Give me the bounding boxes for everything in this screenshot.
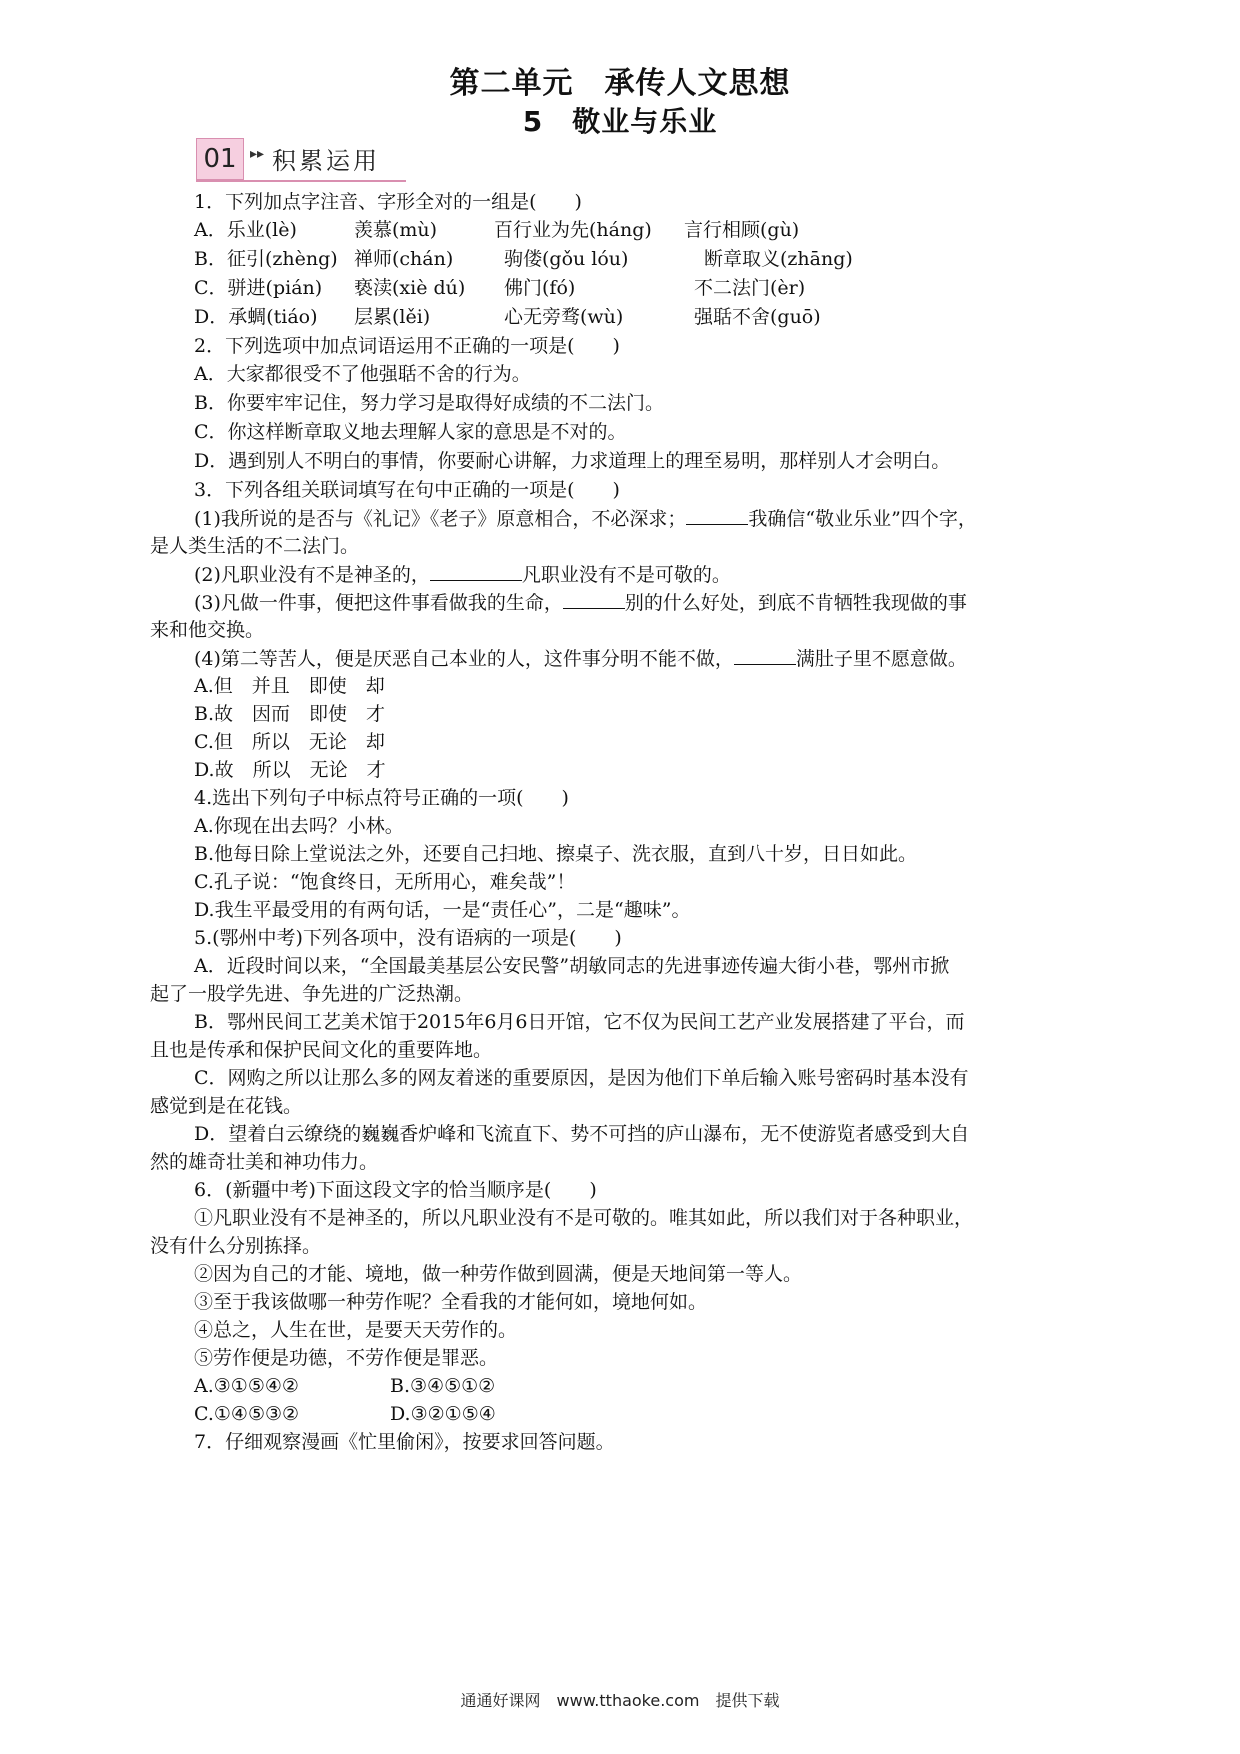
q6-option-c: C.①④⑤③② xyxy=(194,1403,300,1425)
q1-option: 强聒不舍(guō) xyxy=(694,306,821,328)
q1-option: 驹偻(gǒu lóu) xyxy=(504,248,629,270)
q2-option-a: A．大家都很受不了他强聒不舍的行为。 xyxy=(194,363,531,385)
q1-option: 断章取义(zhāng) xyxy=(704,248,853,270)
q1-option: 言行相顾(gù) xyxy=(684,219,800,241)
q4-option-a: A.你现在出去吗？小林。 xyxy=(194,815,404,837)
q3-text: (4)第二等苦人，便是厌恶自己本业的人，这件事分明不能不做， xyxy=(194,648,734,670)
q2-option-c: C．你这样断章取义地去理解人家的意思是不对的。 xyxy=(194,421,627,443)
q3-option-a: A.但 并且 即使 却 xyxy=(194,675,385,697)
section-number: 01 xyxy=(196,138,244,180)
fill-blank xyxy=(563,588,625,609)
fill-blank xyxy=(686,504,748,525)
footer-credit: 通通好课网 www.tthaoke.com 提供下载 xyxy=(460,1691,780,1710)
q3-sentence-4 xyxy=(150,644,1094,672)
q3-text: 别的什么好处，到底不肯牺牲我现做的事 xyxy=(624,592,967,614)
q5-line: D．望着白云缭绕的巍巍香炉峰和飞流直下、势不可挡的庐山瀑布，无不使游览者感受到大自 xyxy=(194,1123,970,1145)
q5-line: C．网购之所以让那么多的网友着迷的重要原因，是因为他们下单后输入账号密码时基本没有 xyxy=(194,1067,969,1089)
q4-option-b: B.他每日除上堂说法之外，还要自己扫地、擦桌子、洗衣服，直到八十岁，日日如此。 xyxy=(194,843,918,865)
q3-sentence-1 xyxy=(150,504,1094,532)
q3-text: 凡职业没有不是可敬的。 xyxy=(521,564,731,586)
section-header xyxy=(196,138,406,180)
q3-text: (3)凡做一件事，便把这件事看做我的生命， xyxy=(194,592,563,614)
q1-option: 心无旁骛(wù) xyxy=(504,306,624,328)
q5-stem: 5.(鄂州中考)下列各项中，没有语病的一项是( ) xyxy=(194,927,622,949)
q1-option: 层累(lěi) xyxy=(354,306,431,328)
q5-line: A．近段时间以来，“全国最美基层公安民警”胡敏同志的先进事迹传遍大街小巷，鄂州市掀 xyxy=(194,955,950,977)
q3-option-d: D.故 所以 无论 才 xyxy=(194,759,386,781)
q1-option: C．骈进(pián) xyxy=(194,277,323,299)
q1-option: 佛门(fó) xyxy=(504,277,576,299)
question-list xyxy=(150,188,1094,1456)
q2-option-b: B．你要牢牢记住，努力学习是取得好成绩的不二法门。 xyxy=(194,392,664,414)
q3-sentence-3-cont: 来和他交换。 xyxy=(150,619,265,641)
q3-option-c: C.但 所以 无论 却 xyxy=(194,731,385,753)
q1-row-d xyxy=(150,303,1094,332)
q6-line: 没有什么分别拣择。 xyxy=(150,1235,322,1257)
q4-option-d: D.我生平最受用的有两句话，一是“责任心”，二是“趣味”。 xyxy=(194,899,691,921)
q5-line: 起了一股学先进、争先进的广泛热潮。 xyxy=(150,983,474,1005)
q4-stem: 4.选出下列句子中标点符号正确的一项( ) xyxy=(194,787,569,809)
lesson-title: 5 敬业与乐业 xyxy=(522,105,718,138)
q3-stem: 3．下列各组关联词填写在句中正确的一项是( ) xyxy=(194,479,620,501)
fill-blank xyxy=(734,644,796,665)
q6-line: ①凡职业没有不是神圣的，所以凡职业没有不是可敬的。唯其如此，所以我们对于各种职业， xyxy=(194,1207,974,1229)
q5-line: B．鄂州民间工艺美术馆于2015年6月6日开馆，它不仅为民间工艺产业发展搭建了平台，而 xyxy=(194,1011,965,1033)
q1-option: 禅师(chán) xyxy=(354,248,454,270)
q5-line: 感觉到是在花钱。 xyxy=(150,1095,303,1117)
q1-option: B．征引(zhèng) xyxy=(194,248,338,270)
q1-row-c xyxy=(150,274,1094,303)
q6-stem: 6．(新疆中考)下面这段文字的恰当顺序是( ) xyxy=(194,1179,597,1201)
q6-option-d: D.③②①⑤④ xyxy=(390,1403,496,1425)
q5-line: 然的雄奇壮美和神功伟力。 xyxy=(150,1151,379,1173)
q3-sentence-1-cont: 是人类生活的不二法门。 xyxy=(150,535,360,557)
q1-option: 百行业为先(háng) xyxy=(494,219,652,241)
section-underline xyxy=(196,180,406,182)
q1-option: 亵渎(xiè dú) xyxy=(354,277,466,299)
q3-text: 满肚子里不愿意做。 xyxy=(795,648,967,670)
q6-line: ②因为自己的才能、境地，做一种劳作做到圆满，便是天地间第一等人。 xyxy=(194,1263,803,1285)
q6-line: ⑤劳作便是功德，不劳作便是罪恶。 xyxy=(194,1347,499,1369)
q6-options-row-1 xyxy=(150,1372,1094,1400)
q1-option: 不二法门(èr) xyxy=(694,277,806,299)
q1-option: A．乐业(lè) xyxy=(194,219,297,241)
q6-options-row-2 xyxy=(150,1400,1094,1428)
q2-stem: 2．下列选项中加点词语运用不正确的一项是( ) xyxy=(194,335,620,357)
q3-text: (2)凡职业没有不是神圣的， xyxy=(194,564,430,586)
q6-line: ③至于我该做哪一种劳作呢？全看我的才能何如，境地何如。 xyxy=(194,1291,708,1313)
q6-option-a: A.③①⑤④② xyxy=(194,1375,299,1397)
q4-option-c: C.孔子说：“饱食终日，无所用心，难矣哉”！ xyxy=(194,871,576,893)
q6-option-b: B.③④⑤①② xyxy=(390,1375,496,1397)
fill-blank xyxy=(430,560,522,581)
q1-row-a xyxy=(150,216,1094,245)
q3-sentence-3 xyxy=(150,588,1094,616)
section-label: 积累运用 xyxy=(272,147,380,175)
unit-title: 第二单元 承传人文思想 xyxy=(449,66,791,101)
q1-stem: 1．下列加点字注音、字形全对的一组是( ) xyxy=(194,191,582,213)
q3-text: (1)我所说的是否与《礼记》《老子》原意相合，不必深求； xyxy=(194,508,687,530)
q7-stem: 7．仔细观察漫画《忙里偷闲》，按要求回答问题。 xyxy=(194,1431,615,1453)
q1-option: D．承蜩(tiáo) xyxy=(194,306,318,328)
q1-option: 羡慕(mù) xyxy=(354,219,438,241)
double-arrow-icon: ▸▸ xyxy=(250,146,265,162)
q3-sentence-2 xyxy=(150,560,1094,588)
q1-row-b xyxy=(150,245,1094,274)
q6-line: ④总之，人生在世，是要天天劳作的。 xyxy=(194,1319,518,1341)
q2-option-d: D．遇到别人不明白的事情，你要耐心讲解，力求道理上的理至易明，那样别人才会明白。 xyxy=(194,450,951,472)
q3-text: 我确信“敬业乐业”四个字， xyxy=(748,508,977,530)
q5-line: 且也是传承和保护民间文化的重要阵地。 xyxy=(150,1039,493,1061)
q3-option-b: B.故 因而 即使 才 xyxy=(194,703,386,725)
